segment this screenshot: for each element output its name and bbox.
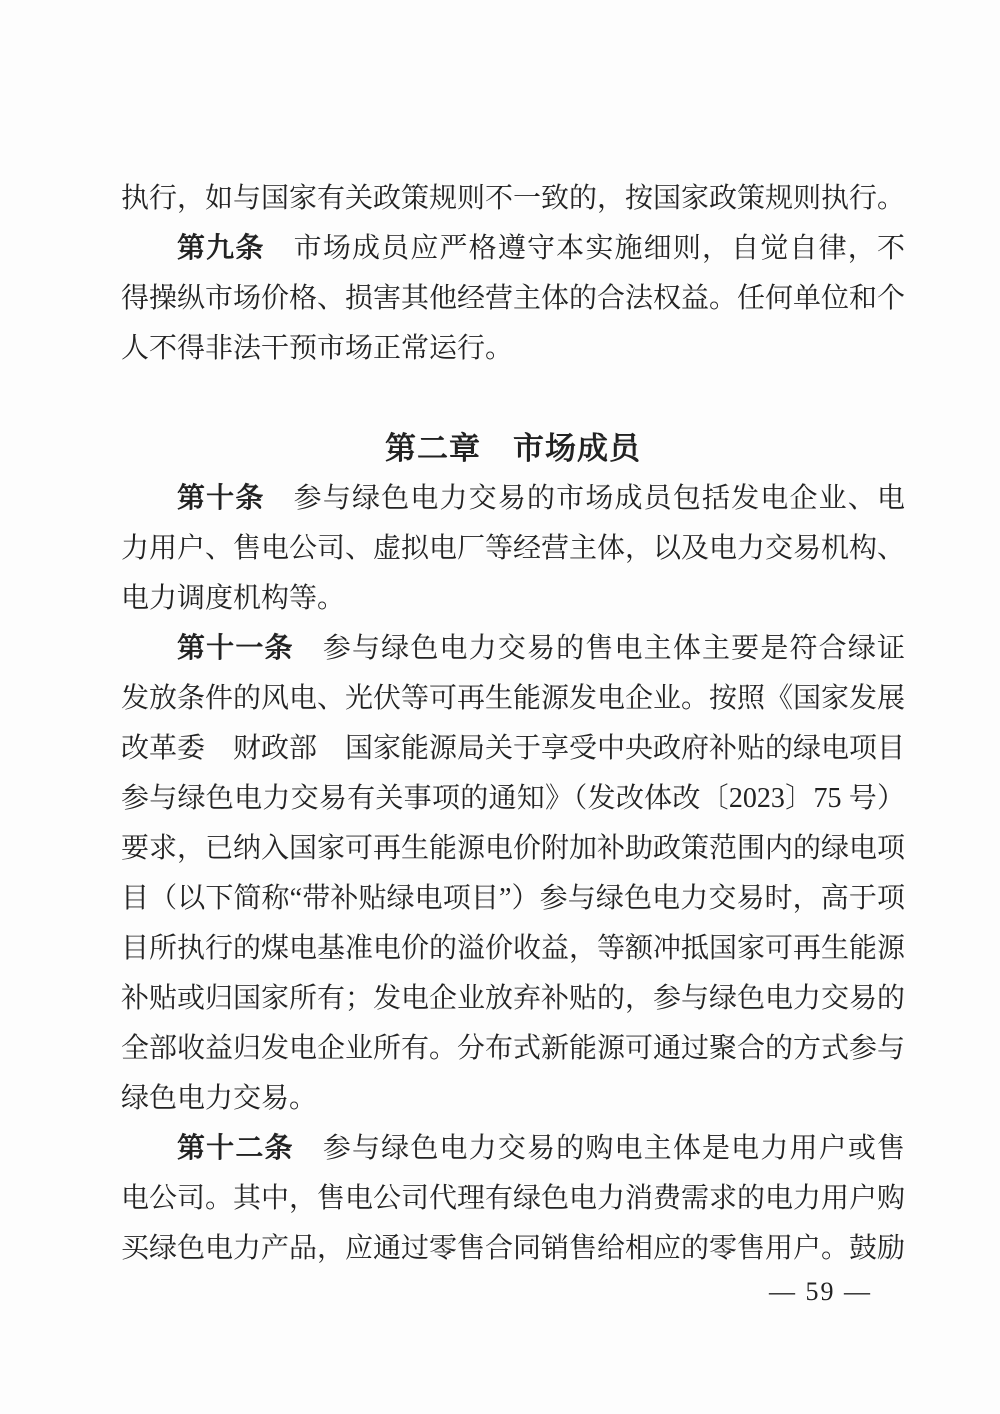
page-number: — 59 — [769,1277,872,1306]
chapter-heading: 第二章 市场成员 [385,431,641,466]
paragraph: 第十条 参与绿色电力交易的市场成员包括发电企业、电力用户、售电公司、虚拟电厂等经营主体，以及电力交易机构、电力调度机构等。 [121,483,906,614]
paragraph: 第十一条 参与绿色电力交易的售电主体主要是符合绿证发放条件的风电、光伏等可再生能源发电企业。按照《国家发展改革委 财政部 国家能源局关于享受中央政府补贴的绿电项目参与绿色电力交易有关事项的通知》（发改体改〔2023〕75 号）要求，已纳入国家可再生能源电价附加补助政策范围内的绿电项目（以下简称“带补贴绿电项目”）参与绿色电力交易时，高于项目所执行的煤电基准电价的溢价收益，等额冲抵国家可再生能源补贴或归国家所有；发电企业放弃补贴的，参与绿色电力交易的全部收益归发电企业所有。分布式新能源可通过聚合的方式参与绿色电力交易。 [121,633,906,1114]
document-body [121,174,905,1274]
article-number: 第十二条 [177,1133,294,1164]
article-number: 第十一条 [177,633,294,664]
article-number: 第十条 [177,483,265,514]
article-number: 第九条 [177,233,265,264]
paragraph: 执行，如与国家有关政策规则不一致的，按国家政策规则执行。 [121,183,906,214]
paragraph: 第九条 市场成员应严格遵守本实施细则，自觉自律，不得操纵市场价格、损害其他经营主体的合法权益。任何单位和个人不得非法干预市场正常运行。 [121,233,906,364]
paragraph: 第十二条 参与绿色电力交易的购电主体是电力用户或售电公司。其中，售电公司代理有绿色电力消费需求的电力用户购买绿色电力产品，应通过零售合同销售给相应的零售用户。鼓励 [121,1133,906,1264]
